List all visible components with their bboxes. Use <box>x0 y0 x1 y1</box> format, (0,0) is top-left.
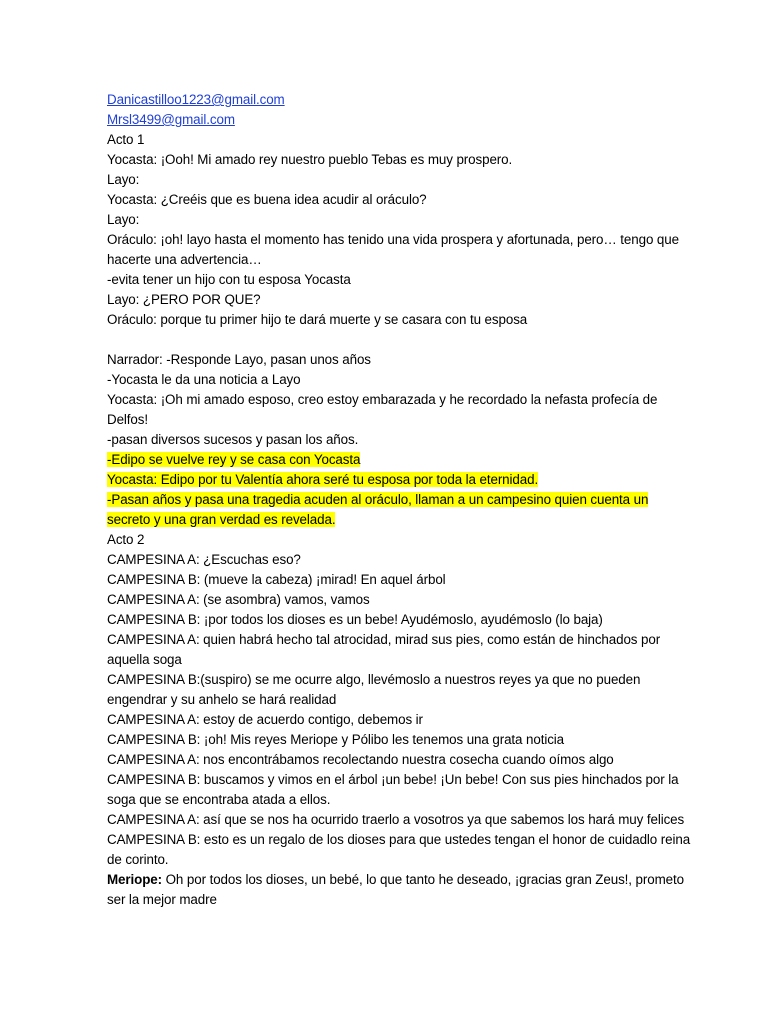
dialogue-line: hacerte una advertencia… <box>107 252 262 267</box>
email-link-1[interactable]: Danicastilloo1223@gmail.com <box>107 92 285 107</box>
highlighted-line: -Edipo se vuelve rey y se casa con Yocasta <box>107 452 361 467</box>
highlighted-line: Yocasta: Edipo por tu Valentía ahora seré tu esposa por toda la eternidad. <box>107 472 539 487</box>
dialogue-line: CAMPESINA B: ¡por todos los dioses es un bebe! Ayudémoslo, ayudémoslo (lo baja) <box>107 612 603 627</box>
act-1-heading: Acto 1 <box>107 132 145 147</box>
dialogue-line: Layo: <box>107 172 140 187</box>
dialogue-line: CAMPESINA A: estoy de acuerdo contigo, debemos ir <box>107 712 423 727</box>
highlighted-line: secreto y una gran verdad es revelada. <box>107 512 336 527</box>
dialogue-line: Narrador: -Responde Layo, pasan unos años <box>107 352 371 367</box>
act-2-heading: Acto 2 <box>107 532 145 547</box>
dialogue-line: Layo: ¿PERO POR QUE? <box>107 292 261 307</box>
dialogue-line: Delfos! <box>107 412 148 427</box>
dialogue-line: -evita tener un hijo con tu esposa Yocasta <box>107 272 351 287</box>
dialogue-line: Yocasta: ¡Oh mi amado esposo, creo estoy embarazada y he recordado la nefasta profecía de <box>107 392 658 407</box>
dialogue-text: Oh por todos los dioses, un bebé, lo que tanto he deseado, ¡gracias gran Zeus!, prometo <box>162 872 684 887</box>
speaker-label: Meriope: <box>107 872 162 887</box>
dialogue-line: Yocasta: ¡Ooh! Mi amado rey nuestro pueblo Tebas es muy prospero. <box>107 152 513 167</box>
dialogue-line: -Yocasta le da una noticia a Layo <box>107 372 301 387</box>
dialogue-line: CAMPESINA A: ¿Escuchas eso? <box>107 552 301 567</box>
dialogue-line: CAMPESINA B:(suspiro) se me ocurre algo, llevémoslo a nuestros reyes ya que no pueden <box>107 672 641 687</box>
dialogue-line: CAMPESINA B: esto es un regalo de los dioses para que ustedes tengan el honor de cuidadlo reina <box>107 832 691 847</box>
dialogue-line <box>107 870 708 890</box>
dialogue-line: Yocasta: ¿Creéis que es buena idea acudir al oráculo? <box>107 192 427 207</box>
dialogue-line: Oráculo: ¡oh! layo hasta el momento has tenido una vida prospera y afortunada, pero… tengo que <box>107 232 679 247</box>
dialogue-line: CAMPESINA A: (se asombra) vamos, vamos <box>107 592 370 607</box>
dialogue-line: ser la mejor madre <box>107 892 217 907</box>
dialogue-line: soga que se encontraba atada a ellos. <box>107 792 331 807</box>
dialogue-line: CAMPESINA B: buscamos y vimos en el árbol ¡un bebe! ¡Un bebe! Con sus pies hinchados por la <box>107 772 679 787</box>
dialogue-line: CAMPESINA A: nos encontrábamos recolectando nuestra cosecha cuando oímos algo <box>107 752 614 767</box>
dialogue-line: aquella soga <box>107 652 182 667</box>
blank-line <box>107 330 708 350</box>
highlighted-line: -Pasan años y pasa una tragedia acuden al oráculo, llaman a un campesino quien cuenta un <box>107 492 649 507</box>
dialogue-line: engendrar y su anhelo se hará realidad <box>107 692 337 707</box>
dialogue-line: -pasan diversos sucesos y pasan los años. <box>107 432 359 447</box>
dialogue-line: CAMPESINA A: quien habrá hecho tal atrocidad, mirad sus pies, como están de hinchados por <box>107 632 661 647</box>
dialogue-line: Layo: <box>107 212 140 227</box>
dialogue-line: CAMPESINA B: ¡oh! Mis reyes Meriope y Pólibo les tenemos una grata noticia <box>107 732 565 747</box>
dialogue-line: CAMPESINA A: así que se nos ha ocurrido traerlo a vosotros ya que sabemos los hará muy felices <box>107 812 685 827</box>
dialogue-line: de corinto. <box>107 852 169 867</box>
dialogue-line: CAMPESINA B: (mueve la cabeza) ¡mirad! En aquel árbol <box>107 572 446 587</box>
email-link-2[interactable]: Mrsl3499@gmail.com <box>107 112 235 127</box>
dialogue-line: Oráculo: porque tu primer hijo te dará muerte y se casara con tu esposa <box>107 312 528 327</box>
